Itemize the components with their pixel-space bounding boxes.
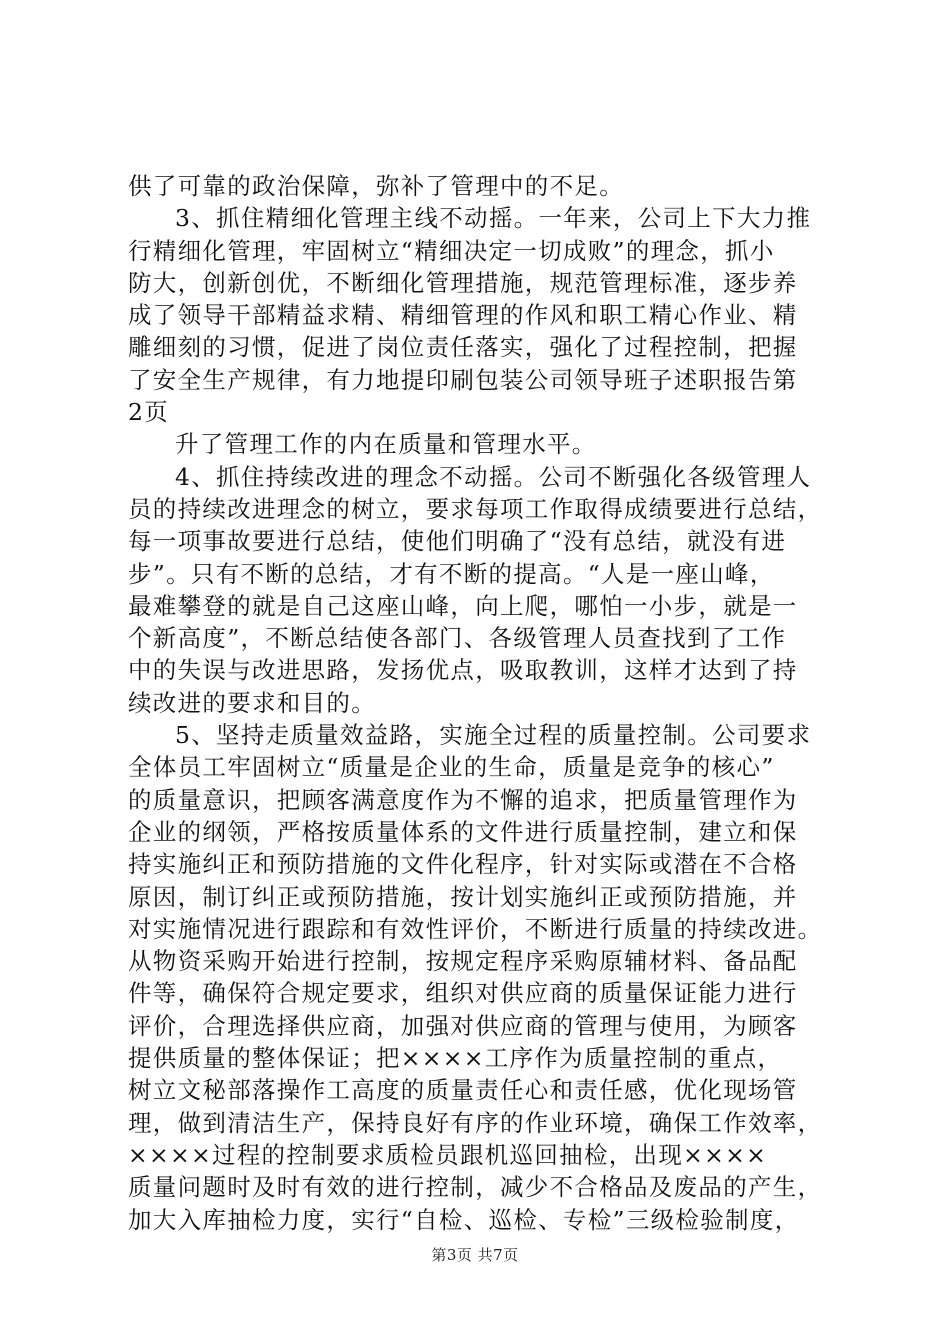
text-line: 加大入库抽检力度，实行“自检、巡检、专检”三级检验制度，: [128, 1205, 800, 1234]
text-line: ××××过程的控制要求质检员跟机巡回抽检，出现××××: [128, 1140, 768, 1169]
text-line: 理，做到清洁生产，保持良好有序的作业环境，确保工作效率，: [128, 1108, 823, 1137]
text-line: 全体员工牢固树立“质量是企业的生命，质量是竞争的核心”: [128, 753, 775, 782]
text-line: 的质量意识，把顾客满意度作为不懈的追求，把质量管理作为: [128, 785, 798, 814]
text-line: 最难攀登的就是自己这座山峰，向上爬，哪怕一小步，就是一: [128, 591, 798, 620]
text-line: 雕细刻的习惯，促进了岗位责任落实，强化了过程控制，把握: [128, 333, 798, 362]
text-line: 树立文秘部落操作工高度的质量责任心和责任感，优化现场管: [128, 1076, 798, 1105]
text-line: 中的失误与改进思路，发扬优点，吸取教训，这样才达到了持: [128, 656, 798, 685]
text-line: 5、坚持走质量效益路，实施全过程的质量控制。公司要求: [175, 721, 812, 750]
text-line: 4、抓住持续改进的理念不动摇。公司不断强化各级管理人: [175, 462, 812, 491]
text-line: 3、抓住精细化管理主线不动摇。一年来，公司上下大力推: [175, 204, 812, 233]
text-line: 了安全生产规律，有力地提印刷包装公司领导班子述职报告第: [128, 365, 798, 394]
text-line: 防大，创新创优，不断细化管理措施，规范管理标准，逐步养: [128, 268, 798, 297]
text-line: 每一项事故要进行总结，使他们明确了“没有总结，就没有进: [128, 527, 787, 556]
text-line: 从物资采购开始进行控制，按规定程序采购原辅材料、备品配: [128, 947, 798, 976]
text-line: 对实施情况进行跟踪和有效性评价，不断进行质量的持续改进。: [128, 914, 823, 943]
text-line: 供了可靠的政治保障，弥补了管理中的不足。: [128, 172, 624, 200]
text-line: 2页: [128, 398, 170, 427]
text-line: 续改进的要求和目的。: [128, 688, 376, 717]
text-line: 持实施纠正和预防措施的文件化程序，针对实际或潜在不合格: [128, 850, 798, 879]
text-line: 个新高度”，不断总结使各部门、各级管理人员查找到了工作: [128, 624, 787, 653]
text-line: 评价，合理选择供应商，加强对供应商的管理与使用，为顾客: [128, 1011, 798, 1040]
document-body: [128, 170, 840, 1236]
page-number-footer: 第3页 共7页: [431, 1246, 519, 1264]
text-line: 质量问题时及时有效的进行控制，减少不合格品及废品的产生，: [128, 1173, 823, 1202]
text-line: 成了领导干部精益求精、精细管理的作风和职工精心作业、精: [128, 301, 798, 330]
text-line: 企业的纲领，严格按质量体系的文件进行质量控制，建立和保: [128, 817, 798, 846]
text-line: 升了管理工作的内在质量和管理水平。: [175, 430, 597, 459]
text-line: 步”。只有不断的总结，才有不断的提高。“人是一座山峰，: [128, 559, 775, 588]
text-line: 件等，确保符合规定要求，组织对供应商的质量保证能力进行: [128, 979, 798, 1008]
text-line: 员的持续改进理念的树立，要求每项工作取得成绩要进行总结，: [128, 494, 823, 523]
text-line: 行精细化管理，牢固树立“精细决定一切成败”的理念，抓小: [128, 236, 775, 265]
text-line: 原因，制订纠正或预防措施，按计划实施纠正或预防措施，并: [128, 882, 798, 911]
text-line: 提供质量的整体保证；把××××工序作为质量控制的重点，: [128, 1044, 783, 1073]
